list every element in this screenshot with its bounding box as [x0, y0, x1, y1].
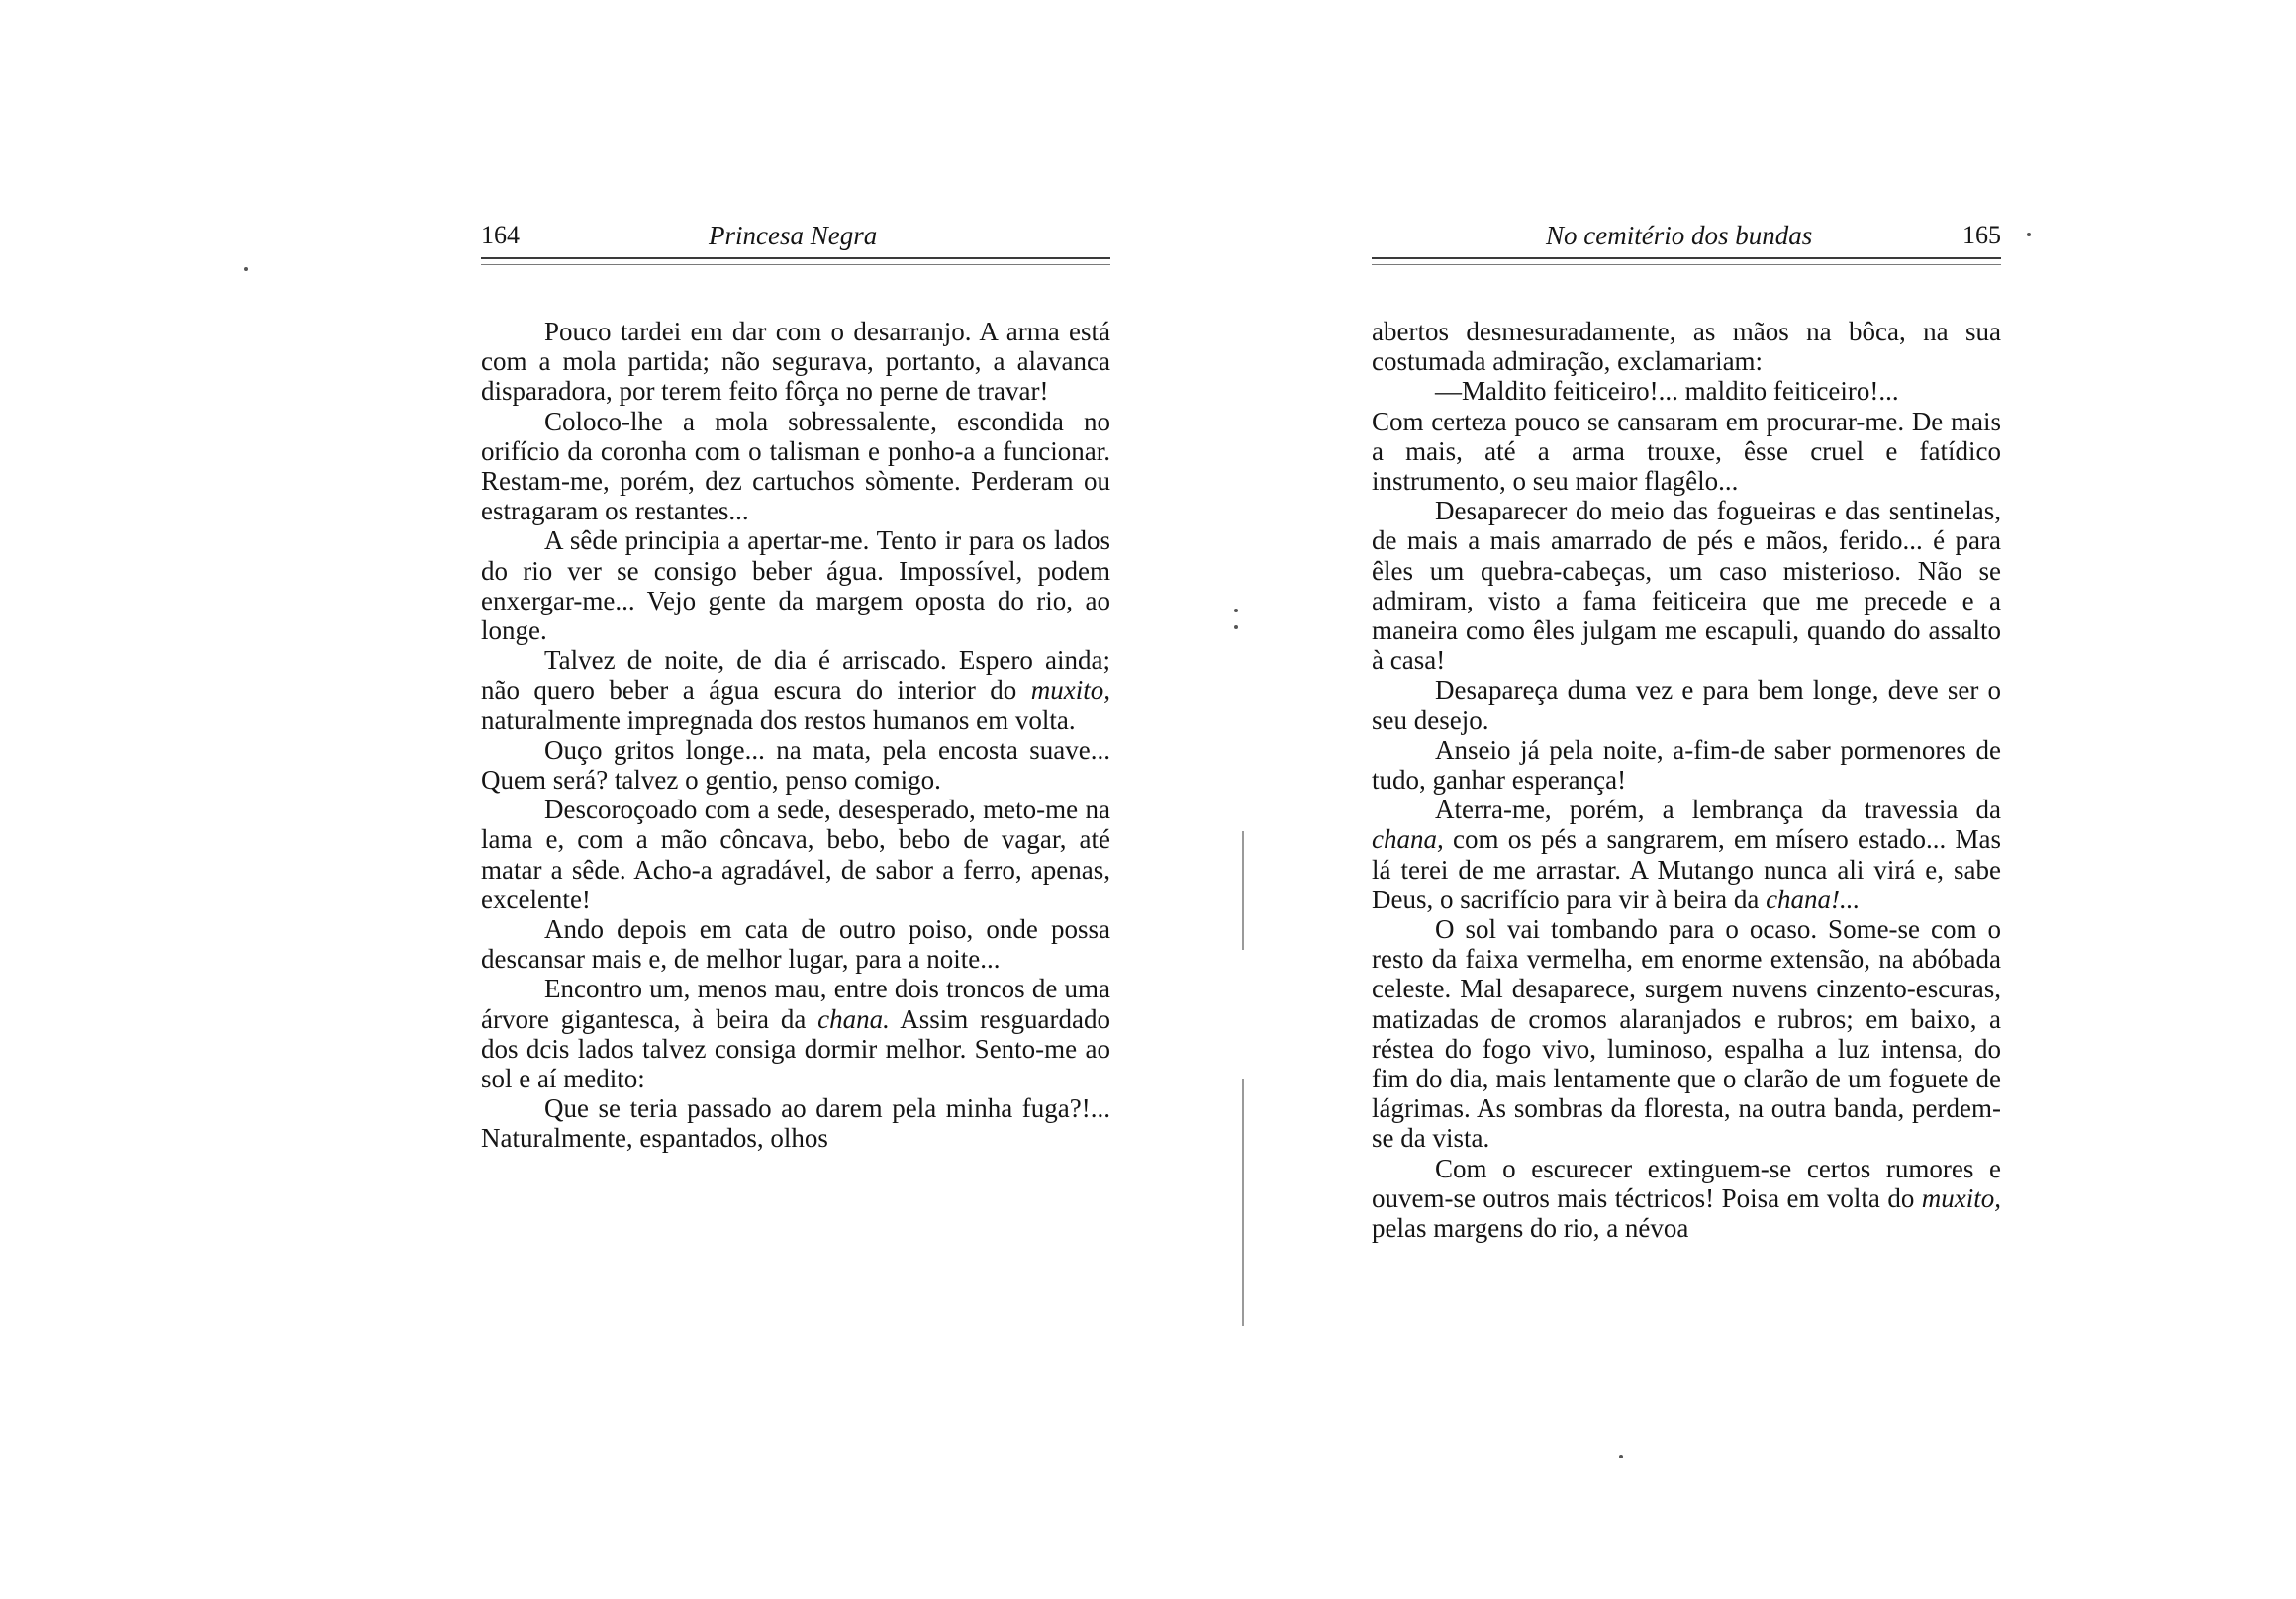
- text-run: pelas margens do rio, a névoa: [1372, 1213, 1689, 1244]
- header-rule-right: [1372, 257, 2001, 259]
- running-head-left: [481, 216, 1110, 255]
- header-rule-left: [481, 257, 1110, 259]
- scan-speck: [244, 267, 248, 271]
- page-number-left: 164: [481, 221, 520, 249]
- paragraph: Desaparecer do meio das fogueiras e das sentinelas, de mais a mais amarrado de pés e mãos, ferido... é para êles um quebra-cabeças, um caso misterioso. Não se admiram, visto a fama feiticeira que me precede e a maneira como êles julgam me escapuli, quando do assalto à casa!: [1372, 496, 2001, 676]
- header-rule-right-thin: [1372, 264, 2001, 265]
- scan-speck: [1619, 1455, 1623, 1458]
- paragraph: [1372, 795, 2001, 914]
- header-rule-left-thin: [481, 264, 1110, 265]
- running-title-left: Princesa Negra: [709, 221, 878, 250]
- paragraph: Anseio já pela noite, a-fim-de saber pormenores de tudo, ganhar esperança!: [1372, 734, 2001, 796]
- italic-word: chana.: [817, 1003, 890, 1034]
- paragraph: abertos desmesuradamente, as mãos na bôca, na sua costumada admiração, exclamariam:: [1372, 317, 2001, 377]
- gutter-mark: [1242, 1079, 1244, 1326]
- body-text-left: [481, 317, 1110, 1154]
- italic-word: chana!...: [1766, 884, 1861, 914]
- text-run: Aterra-me, porém, a lembrança da travessia da: [1435, 795, 2001, 825]
- text-run: com os pés a sangrarem, em mísero estado... Mas lá terei de me arrastar. A Mutango nunca ali virá e, sabe Deus, o sacrifício para vir à beira da: [1372, 824, 2001, 914]
- italic-word: muxito,: [1030, 675, 1110, 705]
- paragraph: [1372, 1154, 2001, 1244]
- text-run: Assim resguardado dos dcis lados talvez consiga dormir melhor. Sento-me ao sol e aí medito:: [481, 1003, 1111, 1094]
- paragraph: Coloco-lhe a mola sobressalente, escondida no orifício da coronha com o talisman e ponho-a a funcionar. Restam-me, porém, dez cartuchos sòmente. Perderam ou estragaram os restantes...: [481, 406, 1110, 526]
- paragraph: A sêde principia a apertar-me. Tento ir para os lados do rio ver se consigo beber água. Impossível, podem enxergar-me... Vejo gente da margem oposta do rio, ao longe.: [481, 525, 1110, 646]
- paragraph: Desapareça duma vez e para bem longe, deve ser o seu desejo.: [1372, 675, 2001, 735]
- text-run: naturalmente impregnada dos restos humanos em volta.: [481, 705, 1076, 735]
- paragraph: Que se teria passado ao darem pela minha fuga?!... Naturalmente, espantados, olhos: [481, 1093, 1110, 1154]
- paragraph: Ando depois em cata de outro poiso, onde possa descansar mais e, de melhor lugar, para a noite...: [481, 914, 1110, 975]
- text-run: Com o escurecer extinguem-se certos rumores e ouvem-se outros mais téctricos! Poisa em volta do: [1372, 1153, 2001, 1213]
- italic-word: muxito,: [1921, 1182, 2001, 1213]
- paragraph: [481, 974, 1110, 1093]
- paragraph: —Maldito feiticeiro!... maldito feiticeiro!...: [1435, 376, 1899, 407]
- text-run: Talvez de noite, de dia é arriscado. Espero ainda; não quero beber a água escura do interior do: [481, 645, 1110, 705]
- paragraph: Ouço gritos longe... na mata, pela encosta suave... Quem será? talvez o gentio, penso comigo.: [481, 734, 1110, 796]
- scan-speck: [1234, 625, 1238, 629]
- gutter-mark: [1242, 831, 1244, 950]
- italic-word: chana,: [1372, 824, 1444, 855]
- paragraph: Com certeza pouco se cansaram em procurar-me. De mais a mais, até a arma trouxe, êsse cruel e fatídico instrumento, o seu maior flagêlo...: [1372, 406, 2001, 497]
- paragraph: Pouco tardei em dar com o desarranjo. A arma está com a mola partida; não segurava, portanto, a alavanca disparadora, por terem feito fôrça no perne de travar!: [481, 317, 1110, 407]
- paragraph: O sol vai tombando para o ocaso. Some-se com o resto da faixa vermelha, em enorme extensão, na abóbada celeste. Mal desaparece, surgem nuvens cinzento-escuras, matizadas de cromos alaranjados e rubros; em baixo, a réstea do fogo vivo, luminoso, espalha a luz intensa, do fim do dia, mais lentamente que o clarão de um foguete de lágrimas. As sombras da floresta, na outra banda, perdem-se da vista.: [1372, 914, 2001, 1154]
- running-head-right: [1372, 216, 2001, 255]
- running-title-right: No cemitério dos bundas: [1546, 221, 1813, 250]
- page-number-right: 165: [1962, 221, 2001, 249]
- body-text-right: [1372, 317, 2001, 1243]
- paragraph: Descoroçoado com a sede, desesperado, meto-me na lama e, com a mão côncava, bebo, bebo de vagar, até matar a sêde. Acho-a agradável, de sabor a ferro, apenas, excelente!: [481, 795, 1110, 914]
- scan-speck: [2027, 233, 2031, 236]
- paragraph: [481, 645, 1110, 735]
- text-run: Encontro um, menos mau, entre dois troncos de uma árvore gigantesca, à beira da: [481, 974, 1110, 1034]
- scan-speck: [1234, 609, 1238, 612]
